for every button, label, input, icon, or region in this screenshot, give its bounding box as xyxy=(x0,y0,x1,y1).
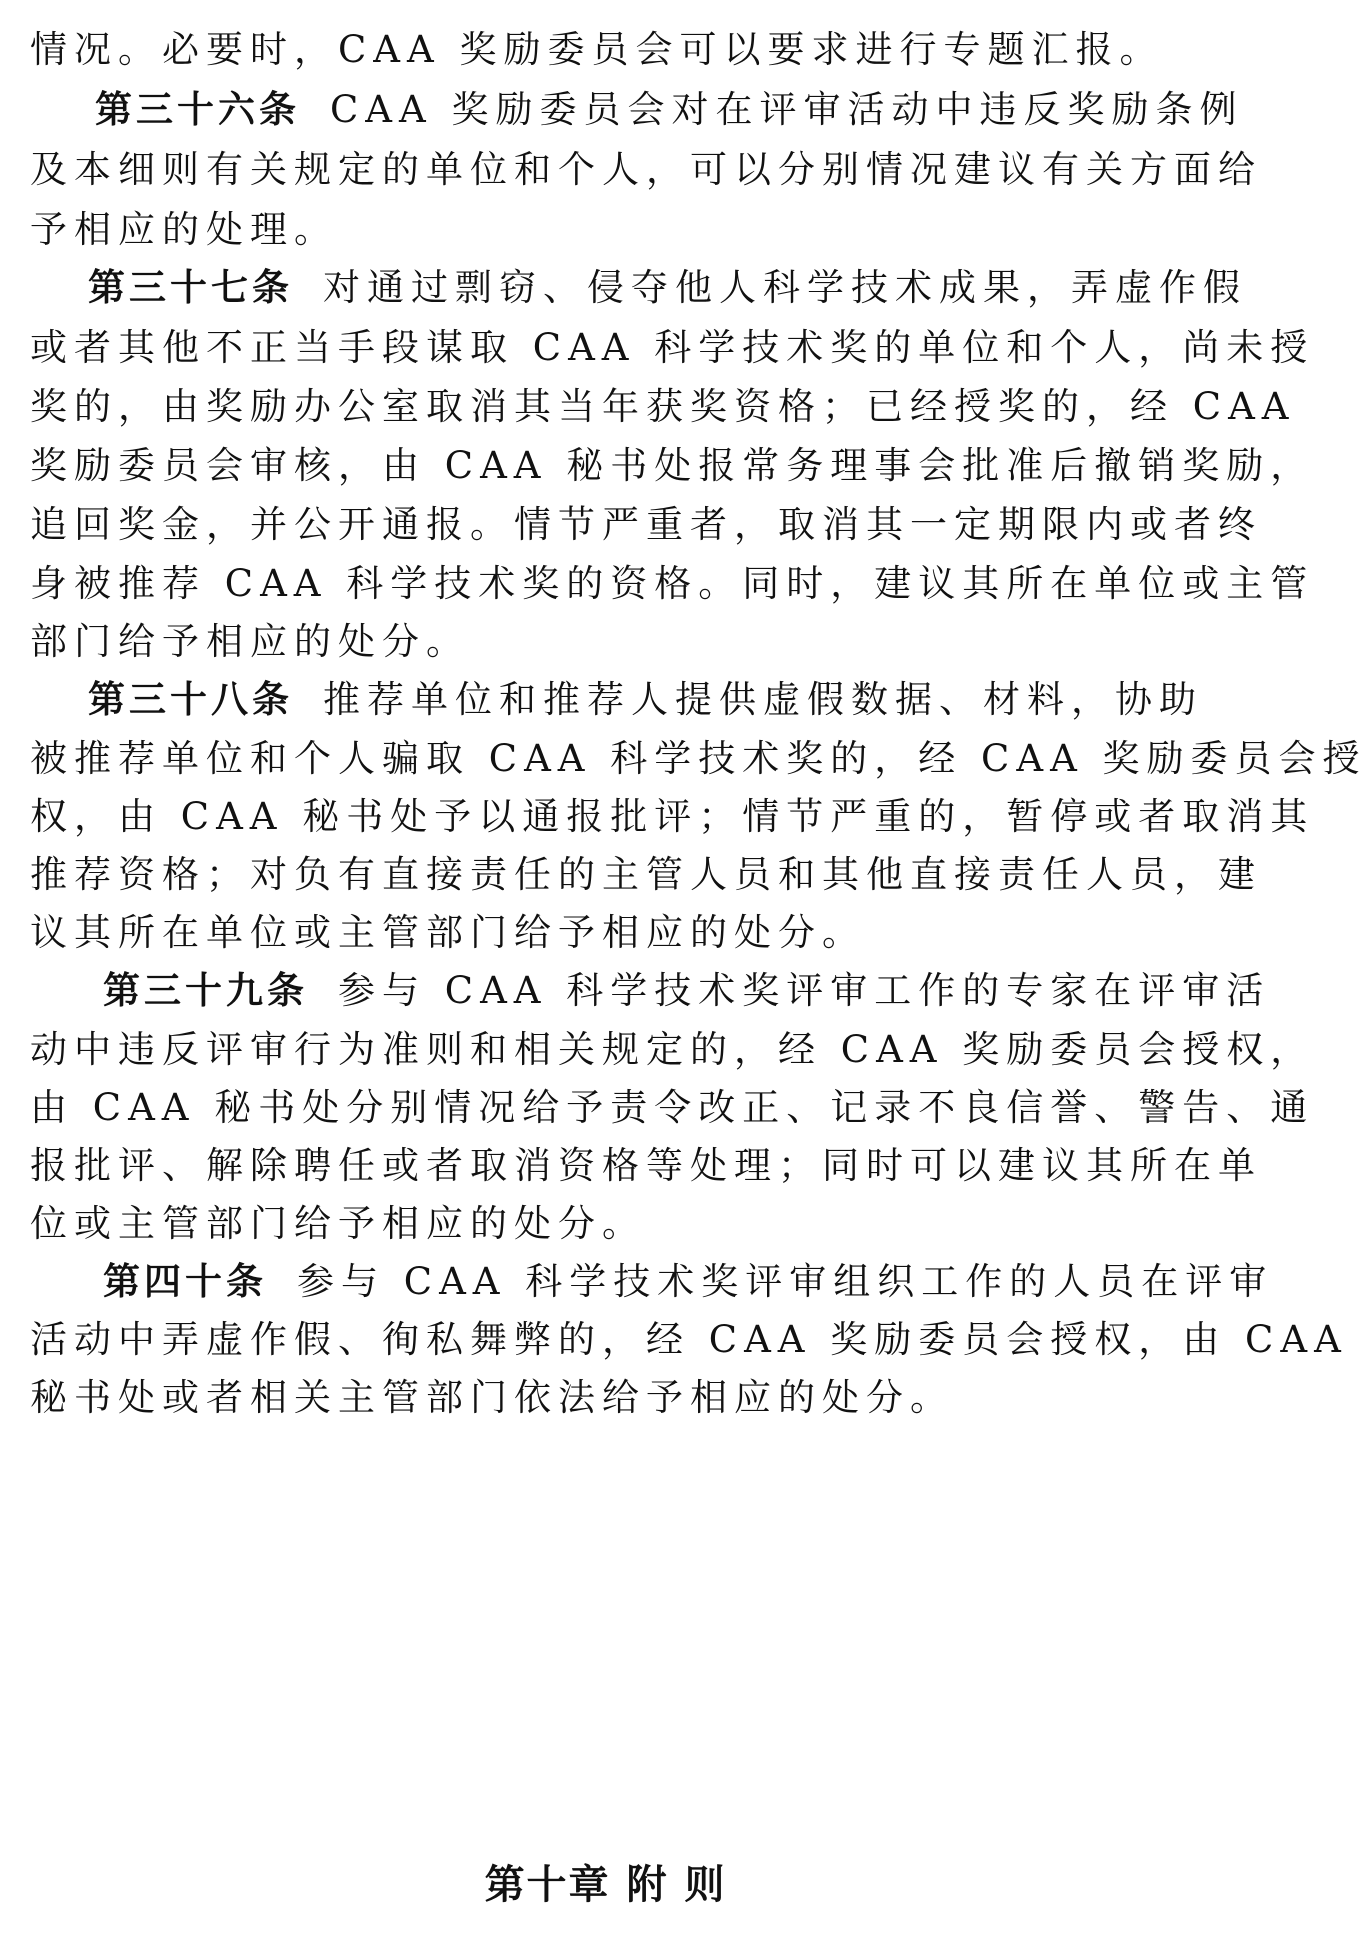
article-37-heading-line xyxy=(88,258,1247,318)
article-label: 第三十六条 xyxy=(95,88,300,131)
line-text: 参与 CAA 科学技术奖评审组织工作的人员在评审 xyxy=(297,1260,1274,1303)
article-label: 第三十七条 xyxy=(88,266,293,309)
text-line xyxy=(30,1020,1315,1080)
chapter-title: 第十章 附 则 xyxy=(484,1862,727,1908)
text-line xyxy=(30,140,1262,200)
article-label: 第三十八条 xyxy=(88,678,293,721)
text-line xyxy=(30,729,1367,789)
text-line xyxy=(30,436,1315,496)
text-line xyxy=(30,1310,1348,1370)
line-text: 被推荐单位和个人骗取 CAA 科学技术奖的，经 CAA 奖励委员会授 xyxy=(30,737,1367,780)
line-text: 推荐资格；对负有直接责任的主管人员和其他直接责任人员，建 xyxy=(30,853,1262,896)
line-text: 及本细则有关规定的单位和个人，可以分别情况建议有关方面给 xyxy=(30,148,1262,191)
text-line xyxy=(30,903,866,963)
line-text: 部门给予相应的处分。 xyxy=(30,620,470,663)
article-38-heading-line xyxy=(88,670,1203,730)
text-line xyxy=(30,787,1315,847)
line-text: 报批评、解除聘任或者取消资格等处理；同时可以建议其所在单 xyxy=(30,1144,1262,1187)
text-line xyxy=(30,495,1262,555)
article-label: 第四十条 xyxy=(103,1260,267,1303)
line-text: 奖励委员会审核，由 CAA 秘书处报常务理事会批准后撤销奖励， xyxy=(30,444,1315,487)
text-line xyxy=(30,1194,646,1254)
line-text: 身被推荐 CAA 科学技术奖的资格。同时，建议其所在单位或主管 xyxy=(30,562,1315,605)
article-40-heading-line xyxy=(103,1252,1274,1312)
line-text: 推荐单位和推荐人提供虚假数据、材料，协助 xyxy=(323,678,1203,721)
line-text: 位或主管部门给予相应的处分。 xyxy=(30,1202,646,1245)
text-line xyxy=(30,554,1315,614)
article-36-heading-line xyxy=(95,80,1244,140)
text-line xyxy=(30,1136,1262,1196)
line-text: 对通过剽窃、侵夺他人科学技术成果，弄虚作假 xyxy=(323,266,1247,309)
line-text: 议其所在单位或主管部门给予相应的处分。 xyxy=(30,911,866,954)
article-39-heading-line xyxy=(103,961,1271,1021)
line-text: 追回奖金，并公开通报。情节严重者，取消其一定期限内或者终 xyxy=(30,503,1262,546)
line-text: 或者其他不正当手段谋取 CAA 科学技术奖的单位和个人，尚未授 xyxy=(30,326,1315,369)
line-text: 参与 CAA 科学技术奖评审工作的专家在评审活 xyxy=(338,969,1271,1012)
line-text: 动中违反评审行为准则和相关规定的，经 CAA 奖励委员会授权， xyxy=(30,1028,1315,1071)
line-text: 秘书处或者相关主管部门依法给予相应的处分。 xyxy=(30,1376,954,1419)
text-line xyxy=(30,200,338,260)
text-line xyxy=(30,20,1164,80)
text-line xyxy=(30,377,1296,437)
line-text: CAA 奖励委员会对在评审活动中违反奖励条例 xyxy=(330,88,1244,131)
text-line xyxy=(30,612,470,672)
line-text: 予相应的处理。 xyxy=(30,208,338,251)
line-text: 活动中弄虚作假、徇私舞弊的，经 CAA 奖励委员会授权，由 CAA xyxy=(30,1318,1348,1361)
article-label: 第三十九条 xyxy=(103,969,308,1012)
line-text: 权，由 CAA 秘书处予以通报批评；情节严重的，暂停或者取消其 xyxy=(30,795,1315,838)
text-line xyxy=(30,845,1262,905)
text-line xyxy=(30,1078,1315,1138)
line-text: 情况。必要时，CAA 奖励委员会可以要求进行专题汇报。 xyxy=(30,28,1164,71)
text-line xyxy=(30,318,1315,378)
text-line xyxy=(30,1368,954,1428)
line-text: 奖的，由奖励办公室取消其当年获奖资格；已经授奖的，经 CAA xyxy=(30,385,1296,428)
line-text: 由 CAA 秘书处分别情况给予责令改正、记录不良信誉、警告、通 xyxy=(30,1086,1315,1129)
